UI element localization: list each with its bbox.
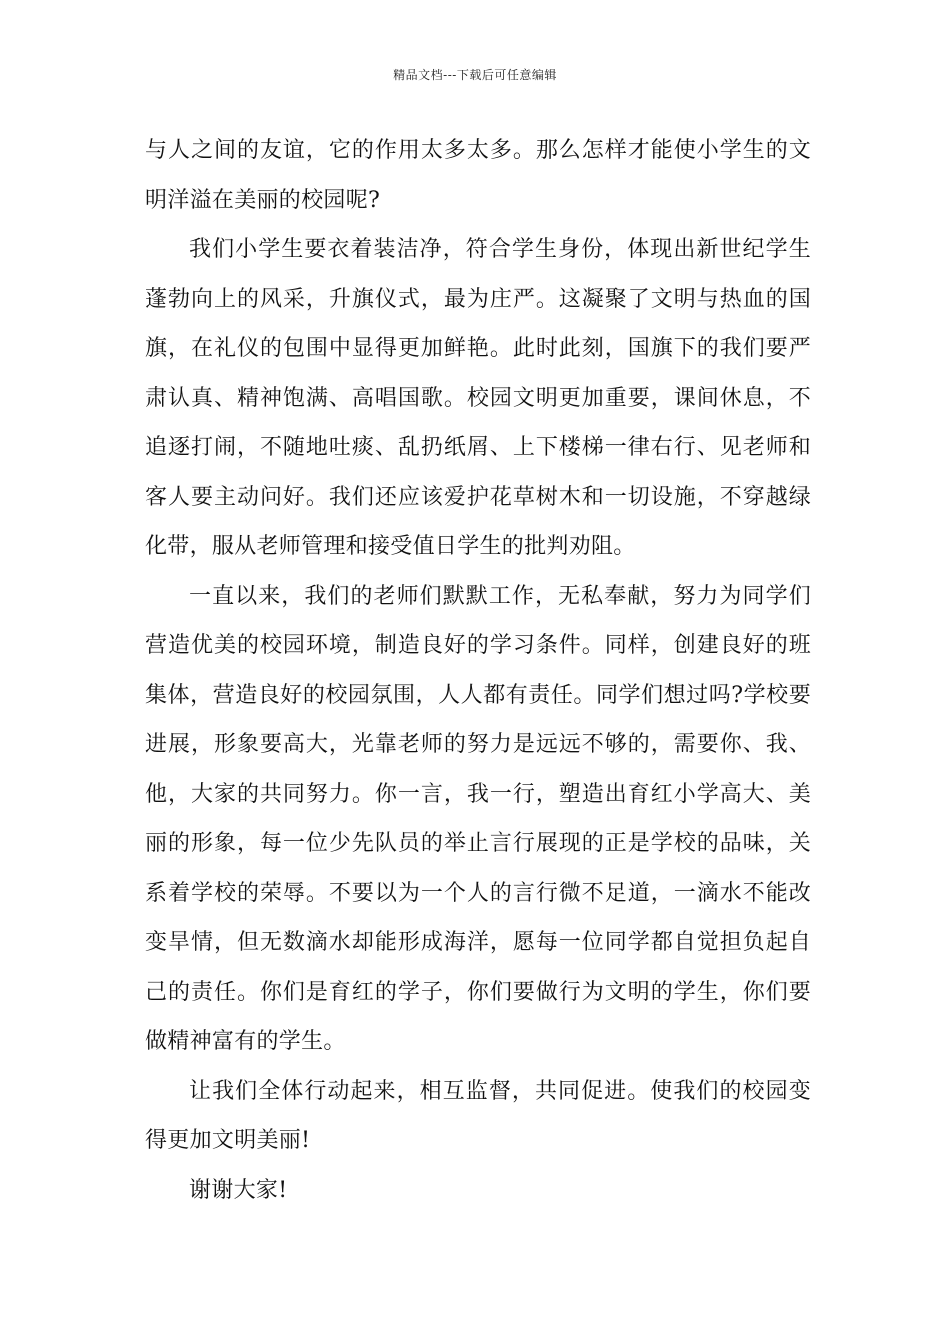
text-line: 营造优美的校园环境，制造良好的学习条件。同样，创建良好的班 [145, 633, 811, 658]
text-line: 得更加文明美丽! [145, 1128, 311, 1153]
text-line: 集体，营造良好的校园氛围，人人都有责任。同学们想过吗?学校要 [145, 682, 811, 708]
closing-line: 谢谢大家! [189, 1177, 288, 1203]
text-line: 肃认真、精神饱满、高唱国歌。校园文明更加重要，课间休息，不 [145, 385, 811, 411]
text-line: 做精神富有的学生。 [145, 1029, 346, 1054]
text-line: 明洋溢在美丽的校园呢? [145, 187, 381, 213]
speech-body [145, 126, 811, 1215]
text-line: 化带，服从老师管理和接受值日学生的批判劝阻。 [145, 534, 636, 559]
text-line: 己的责任。你们是育红的学子，你们要做行为文明的学生，你们要 [145, 979, 811, 1005]
text-line: 变旱情，但无数滴水却能形成海洋，愿每一位同学都自觉担负起自 [145, 930, 811, 955]
page-header: 精品文档---下载后可任意编辑 [393, 68, 557, 82]
text-line: 进展，形象要高大，光靠老师的努力是远远不够的，需要你、我、 [145, 732, 811, 757]
text-line: 旗，在礼仪的包围中显得更加鲜艳。此时此刻，国旗下的我们要严 [145, 336, 811, 361]
text-line: 追逐打闹，不随地吐痰、乱扔纸屑、上下楼梯一律右行、见老师和 [145, 435, 811, 460]
text-line: 他，大家的共同努力。你一言，我一行，塑造出育红小学高大、美 [145, 781, 811, 807]
paragraph-first-line: 我们小学生要衣着装洁净，符合学生身份，体现出新世纪学生 [189, 237, 811, 262]
paragraph-first-line: 一直以来，我们的老师们默默工作，无私奉献，努力为同学们 [189, 583, 811, 609]
text-line: 系着学校的荣辱。不要以为一个人的言行微不足道，一滴水不能改 [145, 880, 811, 906]
text-line: 客人要主动问好。我们还应该爱护花草树木和一切设施，不穿越绿 [145, 484, 811, 510]
text-line: 蓬勃向上的风采，升旗仪式，最为庄严。这凝聚了文明与热血的国 [145, 286, 811, 312]
paragraph-first-line: 让我们全体行动起来，相互监督，共同促进。使我们的校园变 [189, 1078, 811, 1104]
text-line: 与人之间的友谊，它的作用太多太多。那么怎样才能使小学生的文 [145, 138, 811, 163]
text-line: 丽的形象，每一位少先队员的举止言行展现的正是学校的品味，关 [145, 831, 811, 856]
